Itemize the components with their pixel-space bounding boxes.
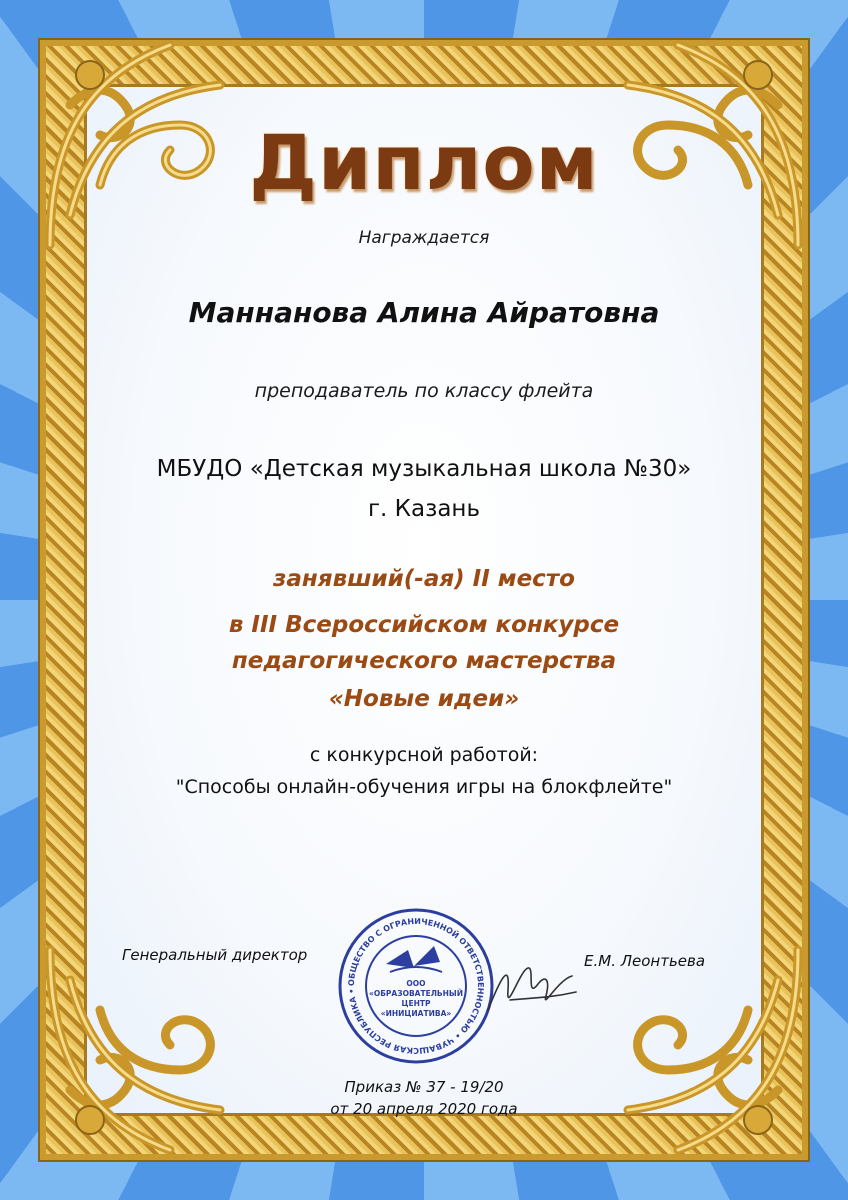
order-date: от 20 апреля 2020 года (330, 1100, 518, 1118)
stamp-text-line: ООО (406, 979, 426, 988)
institution-name: МБУДО «Детская музыкальная школа №30» (156, 456, 692, 482)
recipient-name: Маннанова Алина Айратовна (188, 296, 660, 329)
achievement-line: занявший(-ая) II место (273, 566, 575, 592)
awarded-label: Награждается (358, 228, 490, 248)
achievement-line: педагогического мастерства (231, 648, 617, 674)
recipient-position: преподаватель по классу флейта (254, 380, 594, 402)
contest-name: «Новые идеи» (328, 686, 520, 712)
work-title: "Способы онлайн-обучения игры на блокфлейте" (175, 776, 673, 798)
stamp-ring-text: ОБЩЕСТВО С ОГРАНИЧЕННОЙ ОТВЕТСТВЕННОСТЬЮ • ЧУВАШСКАЯ РЕСПУБЛИКА • (346, 916, 486, 1056)
signatory-title: Генеральный директор (122, 946, 308, 964)
achievement-line: в III Всероссийском конкурсе (228, 612, 620, 638)
work-label: с конкурсной работой: (309, 744, 539, 766)
institution-city: г. Казань (367, 496, 481, 522)
stamp-text-line: «ОБРАЗОВАТЕЛЬНЫЙ (369, 989, 463, 998)
signature-icon (480, 940, 580, 1030)
stamp-seal-icon (336, 906, 496, 1066)
order-number: Приказ № 37 - 19/20 (344, 1078, 504, 1096)
stamp-text-line: «ИНИЦИАТИВА» (380, 1009, 452, 1018)
stamp-text-line: ЦЕНТР (401, 999, 431, 1008)
signatory-name: Е.М. Леонтьева (584, 952, 706, 970)
diploma-title: Диплом (249, 118, 599, 207)
